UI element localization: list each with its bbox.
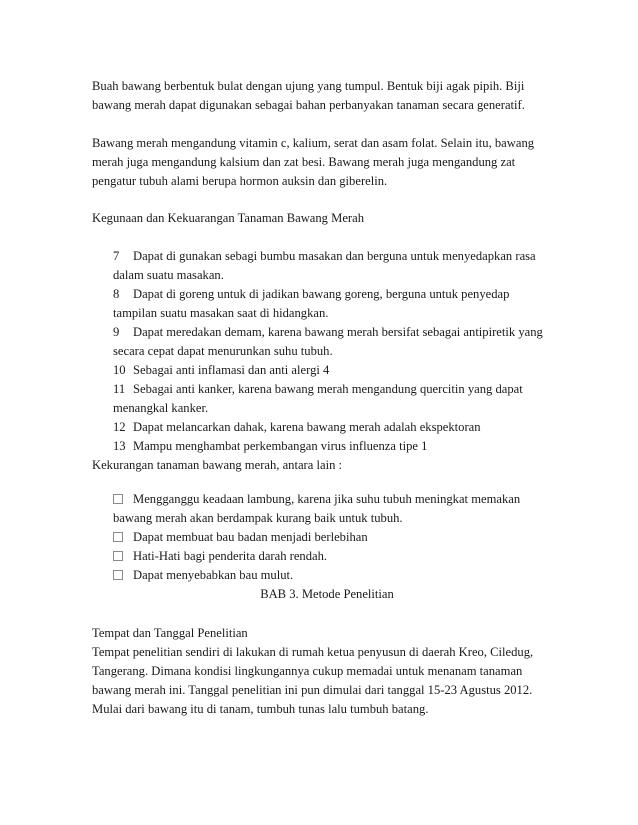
text-line: merah juga mengandung kalsium dan zat besi. Bawang merah juga mengandung zat xyxy=(92,155,516,169)
list-number: 8 xyxy=(113,287,120,301)
list-text: Dapat di goreng untuk di jadikan bawang goreng, berguna untuk penyedap xyxy=(133,287,510,301)
text-line: bawang merah dapat digunakan sebagai bahan perbanyakan tanaman secara generatif. xyxy=(92,98,525,112)
bullet-text: Mengganggu keadaan lambung, karena jika suhu tubuh meningkat memakan xyxy=(133,492,521,506)
text-line: bawang merah ini. Tanggal penelitian ini pun dimulai dari tanggal 15-23 Agustus 2012. xyxy=(92,683,533,697)
list-text: Dapat melancarkan dahak, karena bawang merah adalah ekspektoran xyxy=(133,420,481,434)
text-line: Tangerang. Dimana kondisi lingkungannya cukup memadai untuk menanam tanaman xyxy=(92,664,523,678)
list-number: 7 xyxy=(113,249,120,263)
list-number: 9 xyxy=(113,325,120,339)
bullet-item xyxy=(92,528,562,547)
kegunaan-list xyxy=(92,247,562,475)
list-number: 12 xyxy=(113,420,126,434)
bullet-box-icon xyxy=(113,494,123,504)
list-item xyxy=(92,323,562,342)
list-item xyxy=(92,437,562,456)
chapter-title: BAB 3. Metode Penelitian xyxy=(260,587,394,601)
heading-kegunaan xyxy=(92,209,562,228)
text-line: pengatur tubuh alami berupa hormon auksin dan giberelin. xyxy=(92,174,388,188)
paragraph-nutrition xyxy=(92,134,562,191)
list-item-continued: menangkal kanker. xyxy=(113,401,209,415)
list-item xyxy=(92,361,562,380)
section-heading: Kegunaan dan Kekuarangan Tanaman Bawang Merah xyxy=(92,211,364,225)
section-tempat-tanggal xyxy=(92,624,562,719)
list-item-continued: dalam suatu masakan. xyxy=(113,268,224,282)
kekurangan-intro: Kekurangan tanaman bawang merah, antara lain : xyxy=(92,458,343,472)
list-text: Mampu menghambat perkembangan virus influenza tipe 1 xyxy=(133,439,428,453)
list-number: 11 xyxy=(113,382,126,396)
list-text: Dapat meredakan demam, karena bawang merah bersifat sebagai antipiretik yang xyxy=(133,325,543,339)
bullet-text: Dapat menyebabkan bau mulut. xyxy=(133,568,294,582)
bullet-text: Hati-Hati bagi penderita darah rendah. xyxy=(133,549,328,563)
list-item-continued: secara cepat dapat menurunkan suhu tubuh. xyxy=(113,344,333,358)
paragraph-bawang-shape xyxy=(92,77,562,115)
list-item xyxy=(92,247,562,266)
text-line: Mulai dari bawang itu di tanam, tumbuh tunas lalu tumbuh batang. xyxy=(92,702,429,716)
text-line: Tempat penelitian sendiri di lakukan di rumah ketua penyusun di daerah Kreo, Ciledug, xyxy=(92,645,534,659)
list-text: Dapat di gunakan sebagi bumbu masakan dan berguna untuk menyedapkan rasa xyxy=(133,249,536,263)
list-item-continued: tampilan suatu masakan saat di hidangkan. xyxy=(113,306,329,320)
bullet-box-icon xyxy=(113,532,123,542)
bullet-item xyxy=(92,566,562,585)
list-text: Sebagai anti inflamasi dan anti alergi 4 xyxy=(133,363,330,377)
bullet-item xyxy=(92,547,562,566)
text-line: Bawang merah mengandung vitamin c, kalium, serat dan asam folat. Selain itu, bawang xyxy=(92,136,535,150)
bullet-item-continued: bawang merah akan berdampak kurang baik untuk tubuh. xyxy=(113,511,403,525)
list-number: 10 xyxy=(113,363,126,377)
list-item xyxy=(92,380,562,399)
bullet-box-icon xyxy=(113,551,123,561)
list-item xyxy=(92,418,562,437)
section-heading: Tempat dan Tanggal Penelitian xyxy=(92,626,248,640)
bullet-text: Dapat membuat bau badan menjadi berlebihan xyxy=(133,530,368,544)
list-text: Sebagai anti kanker, karena bawang merah mengandung quercitin yang dapat xyxy=(133,382,523,396)
bullet-box-icon xyxy=(113,570,123,580)
list-item xyxy=(92,285,562,304)
kekurangan-list xyxy=(92,490,562,585)
text-line: Buah bawang berbentuk bulat dengan ujung yang tumpul. Bentuk biji agak pipih. Biji xyxy=(92,79,525,93)
bullet-item xyxy=(92,490,562,509)
list-number: 13 xyxy=(113,439,126,453)
